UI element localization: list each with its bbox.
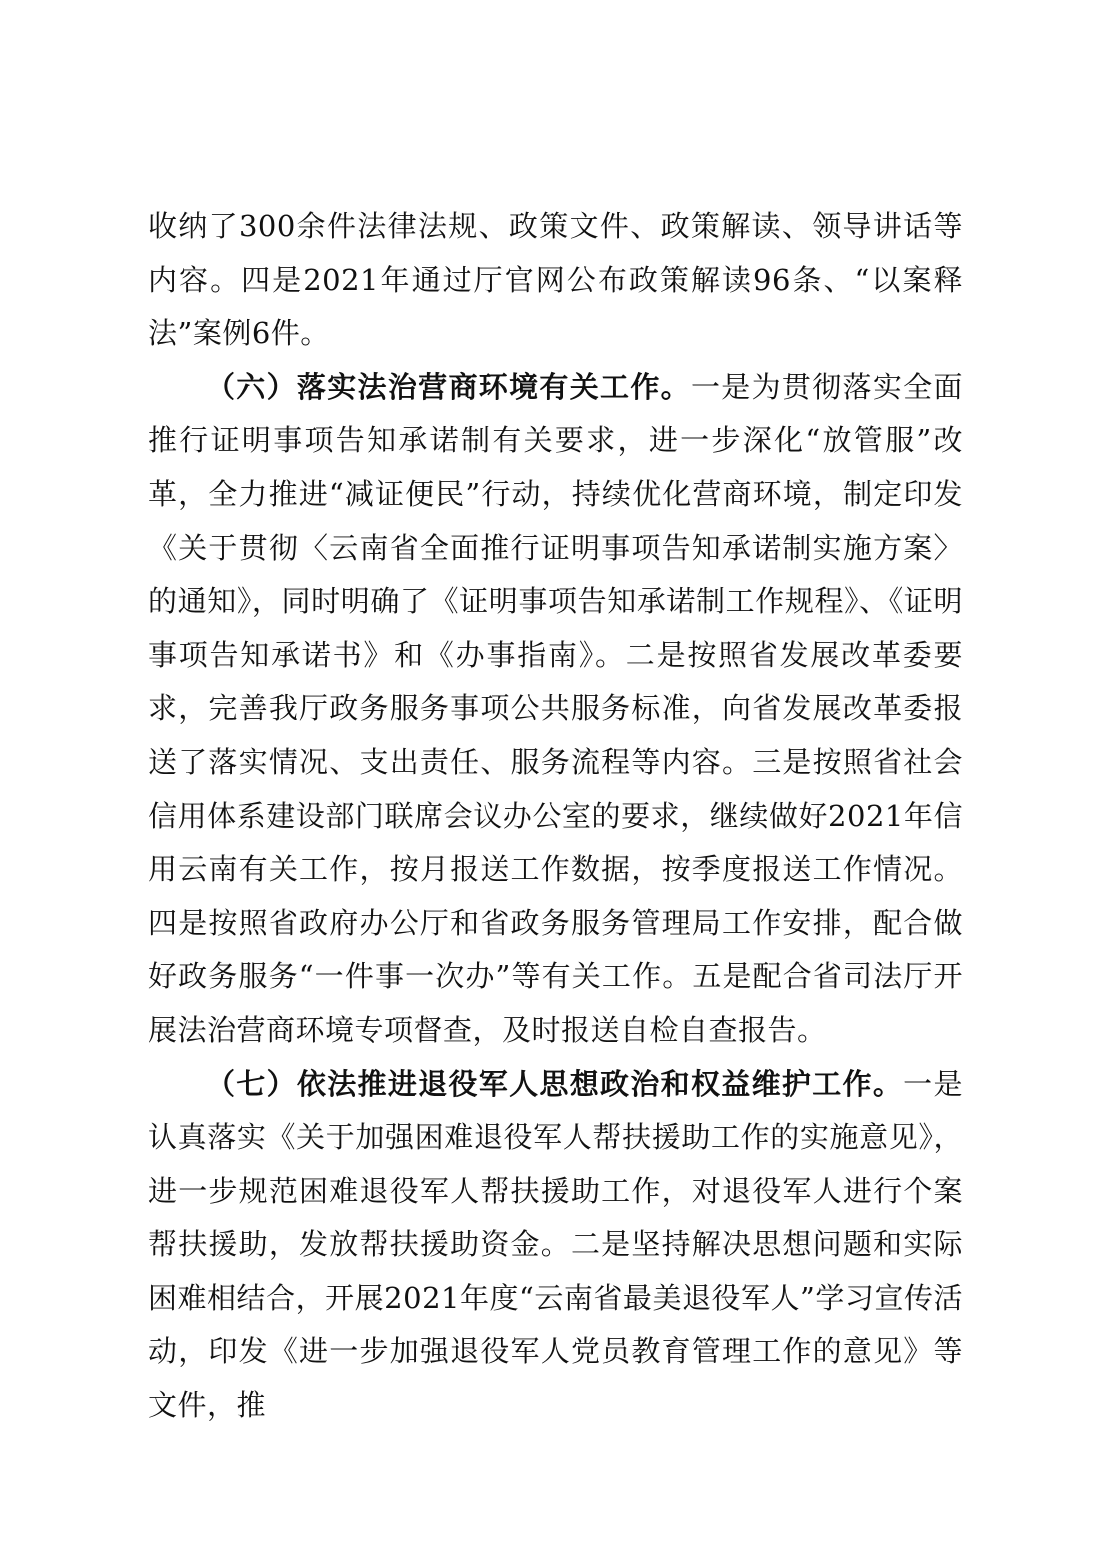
paragraph-text: 收纳了300余件法律法规、政策文件、政策解读、领导讲话等内容。四是2021年通过厅官网公布政策解读96条、“以案释法”案例6件。 (148, 209, 963, 351)
paragraph-continuation (148, 200, 963, 361)
paragraph-section-six (148, 361, 963, 1058)
section-heading: （七）依法推进退役军人思想政治和权益维护工作。 (206, 1066, 904, 1101)
section-heading: （六）落实法治营商环境有关工作。 (206, 369, 691, 404)
document-page (148, 200, 963, 1433)
paragraph-section-seven (148, 1058, 963, 1433)
paragraph-text: 一是为贯彻落实全面推行证明事项告知承诺制有关要求，进一步深化“放管服”改革，全力推进“减证便民”行动，持续优化营商环境，制定印发《关于贯彻〈云南省全面推行证明事项告知承诺制实施方案〉的通知》，同时明确了《证明事项告知承诺制工作规程》、《证明事项告知承诺书》和《办事指南》。二是按照省发展改革委要求，完善我厅政务服务事项公共服务标准，向省发展改革委报送了落实情况、支出责任、服务流程等内容。三是按照省社会信用体系建设部门联席会议办公室的要求，继续做好2021年信用云南有关工作，按月报送工作数据，按季度报送工作情况。四是按照省政府办公厅和省政务服务管理局工作安排，配合做好政务服务“一件事一次办”等有关工作。五是配合省司法厅开展法治营商环境专项督查，及时报送自检自查报告。 (148, 369, 963, 1047)
paragraph-text: 一是认真落实《关于加强困难退役军人帮扶援助工作的实施意见》，进一步规范困难退役军人帮扶援助工作，对退役军人进行个案帮扶援助，发放帮扶援助资金。二是坚持解决思想问题和实际困难相结合，开展2021年度“云南省最美退役军人”学习宣传活动，印发《进一步加强退役军人党员教育管理工作的意见》等文件，推 (148, 1066, 963, 1423)
